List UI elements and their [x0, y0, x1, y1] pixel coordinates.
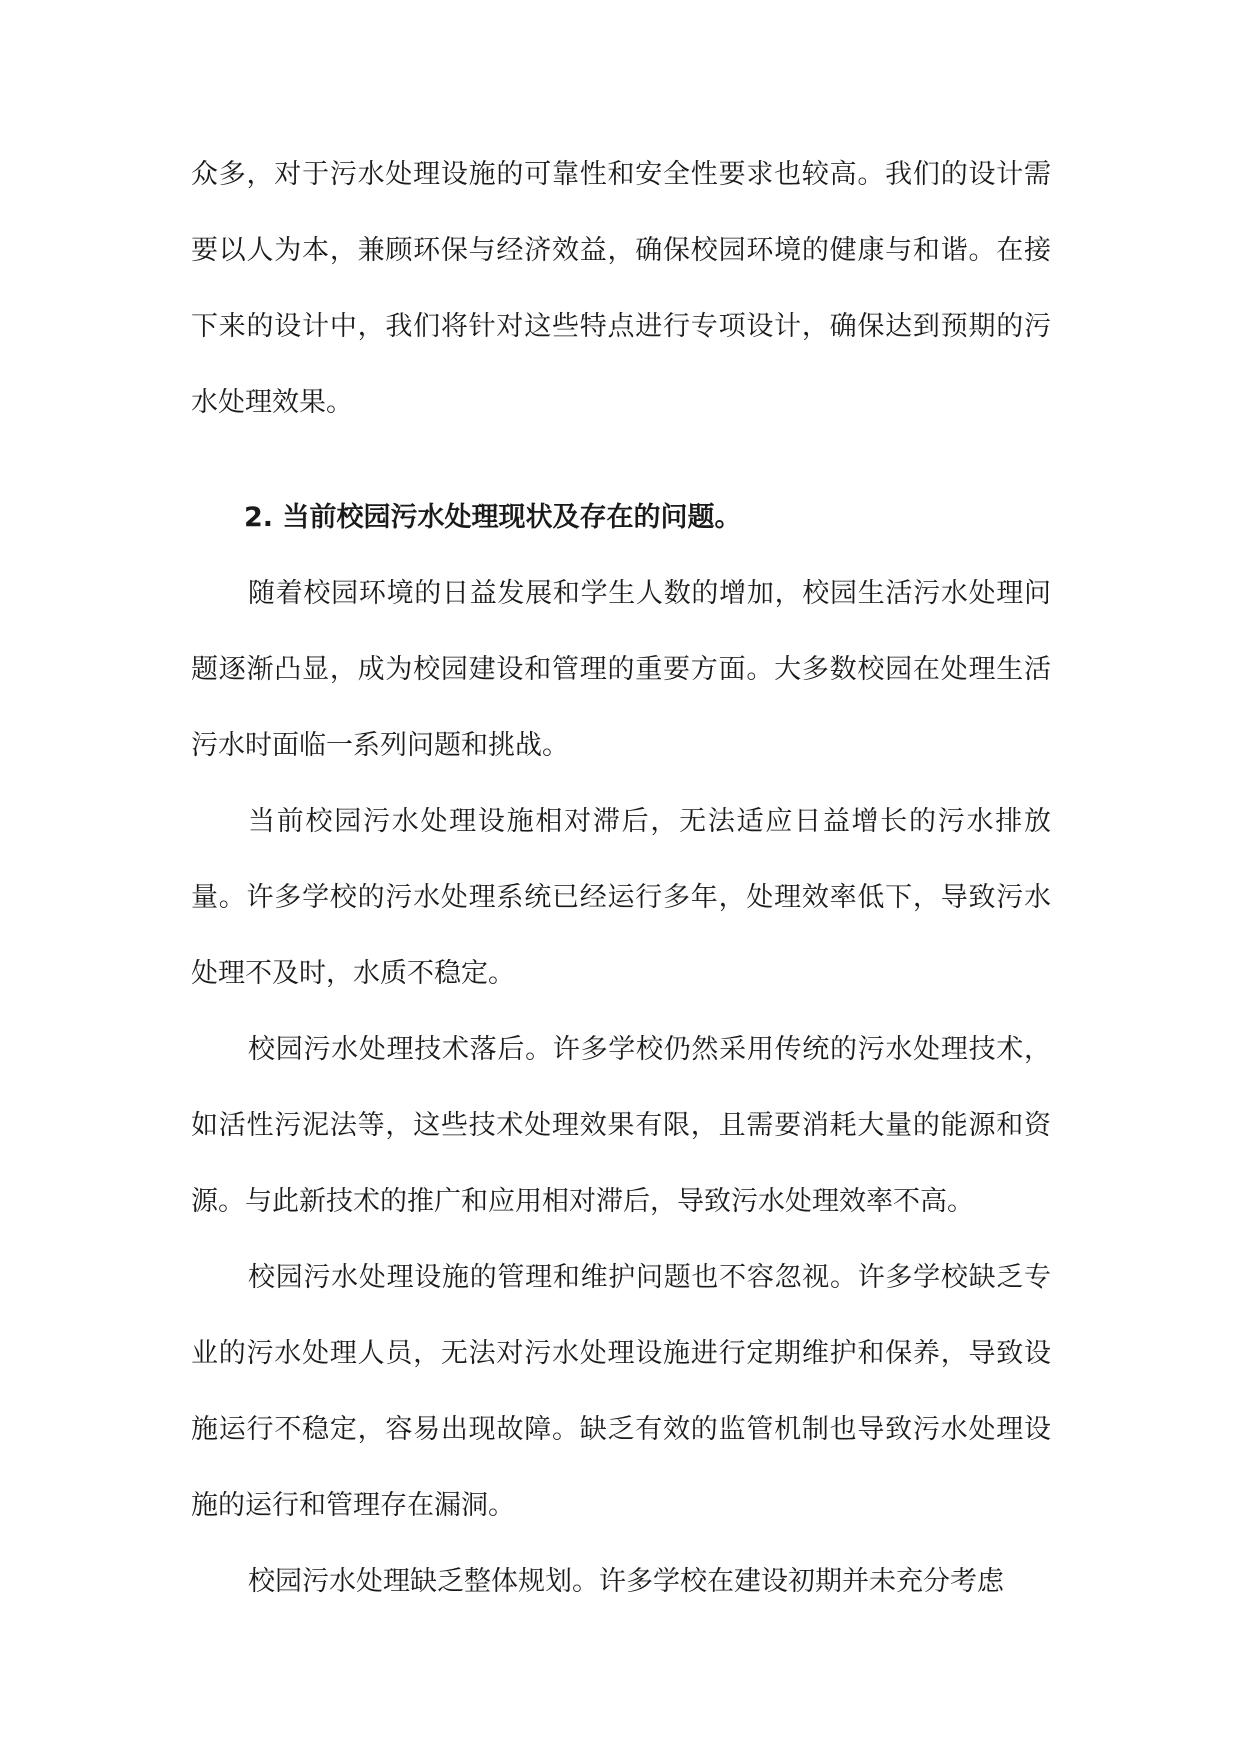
section-heading: 2. 当前校园污水处理现状及存在的问题。 — [244, 502, 742, 533]
paragraph: 当前校园污水处理设施相对滞后，无法适应日益增长的污水排放量。许多学校的污水处理系统已经运行多年，处理效率低下，导致污水处理不及时，水质不稳定。 — [191, 806, 1051, 989]
paragraph: 校园污水处理缺乏整体规划。许多学校在建设初期并未充分考虑 — [248, 1566, 1004, 1597]
paragraph: 随着校园环境的日益发展和学生人数的增加，校园生活污水处理问题逐渐凸显，成为校园建设和管理的重要方面。大多数校园在处理生活污水时面临一系列问题和挑战。 — [191, 578, 1051, 761]
paragraph: 校园污水处理设施的管理和维护问题也不容忽视。许多学校缺乏专业的污水处理人员，无法对污水处理设施进行定期维护和保养，导致设施运行不稳定，容易出现故障。缺乏有效的监管机制也导致污水处理设施的运行和管理存在漏洞。 — [191, 1262, 1051, 1521]
paragraph: 校园污水处理技术落后。许多学校仍然采用传统的污水处理技术，如活性污泥法等，这些技术处理效果有限，且需要消耗大量的能源和资源。与此新技术的推广和应用相对滞后，导致污水处理效率不高。 — [191, 1034, 1051, 1217]
paragraph-continuation: 众多，对于污水处理设施的可靠性和安全性要求也较高。我们的设计需要以人为本，兼顾环保与经济效益，确保校园环境的健康与和谐。在接下来的设计中，我们将针对这些特点进行专项设计，确保达到预期的污水处理效果。 — [191, 159, 1051, 418]
document-body — [191, 137, 1051, 1620]
section-spacer — [191, 441, 1051, 480]
